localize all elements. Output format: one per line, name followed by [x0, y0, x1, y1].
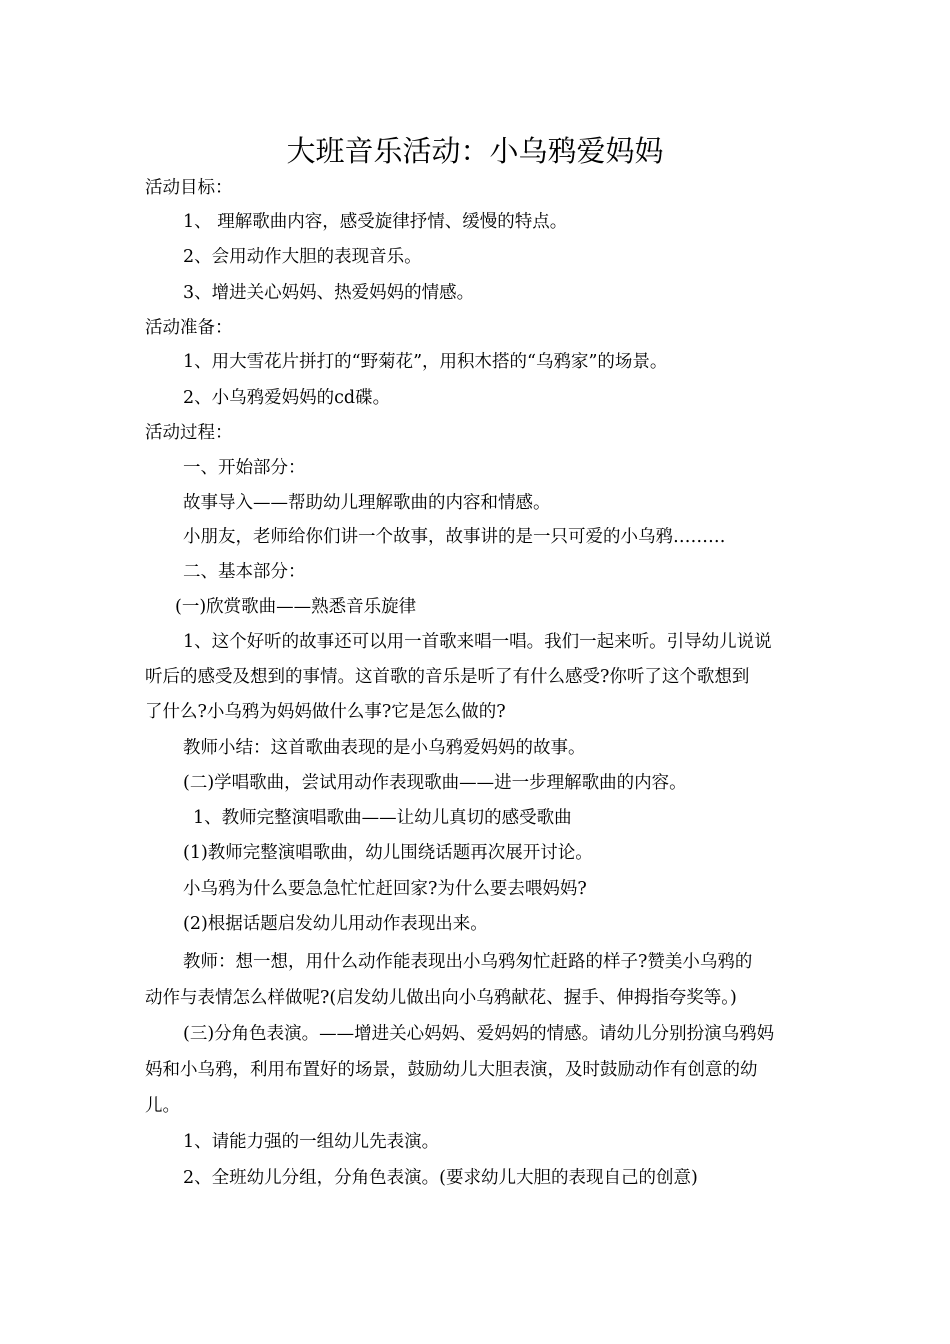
section-heading-preparation: 活动准备： — [145, 318, 233, 338]
paragraph-line: 故事导入——帮助幼儿理解歌曲的内容和情感。 — [183, 493, 551, 513]
section-heading-goals: 活动目标： — [145, 178, 233, 198]
goal-item-3: 3、增进关心妈妈、热爱妈妈的情感。 — [183, 283, 475, 303]
subsection-heading: (一)欣赏歌曲——熟悉音乐旋律 — [175, 597, 417, 617]
paragraph-line: 教师小结：这首歌曲表现的是小乌鸦爱妈妈的故事。 — [183, 738, 586, 758]
paragraph-line: 2、全班幼儿分组，分角色表演。(要求幼儿大胆的表现自己的创意) — [183, 1168, 698, 1188]
paragraph-line: 儿。 — [145, 1096, 180, 1116]
paragraph-line: 小乌鸦为什么要急急忙忙赶回家?为什么要去喂妈妈? — [183, 879, 587, 899]
paragraph-line: 动作与表情怎么样做呢?(启发幼儿做出向小乌鸦献花、握手、伸拇指夸奖等。) — [145, 988, 737, 1008]
paragraph-line: 1、这个好听的故事还可以用一首歌来唱一唱。我们一起来听。引导幼儿说说 — [183, 632, 772, 652]
section-heading-process: 活动过程： — [145, 423, 233, 443]
subsection-heading: (二)学唱歌曲，尝试用动作表现歌曲——进一步理解歌曲的内容。 — [183, 773, 687, 793]
paragraph-line: 妈和小乌鸦，利用布置好的场景，鼓励幼儿大胆表演，及时鼓励动作有创意的幼 — [145, 1060, 758, 1080]
paragraph-line: 教师：想一想，用什么动作能表现出小乌鸦匆忙赶路的样子?赞美小乌鸦的 — [183, 952, 753, 972]
goal-item-1: 1、 理解歌曲内容，感受旋律抒情、缓慢的特点。 — [183, 212, 568, 232]
goal-item-2: 2、会用动作大胆的表现音乐。 — [183, 247, 422, 267]
process-part-1-heading: 一、开始部分： — [183, 458, 306, 478]
paragraph-line: (1)教师完整演唱歌曲，幼儿围绕话题再次展开讨论。 — [183, 843, 593, 863]
paragraph-line: 听后的感受及想到的事情。这首歌的音乐是听了有什么感受?你听了这个歌想到 — [145, 667, 750, 687]
preparation-item-1: 1、用大雪花片拼打的“野菊花”，用积木搭的“乌鸦家”的场景。 — [183, 352, 668, 372]
subsection-heading: (三)分角色表演。——增进关心妈妈、爱妈妈的情感。请幼儿分别扮演乌鸦妈 — [183, 1024, 775, 1044]
paragraph-line: 1、请能力强的一组幼儿先表演。 — [183, 1132, 440, 1152]
document-title: 大班音乐活动：小乌鸦爱妈妈 — [286, 134, 664, 168]
paragraph-line: 了什么?小乌鸦为妈妈做什么事?它是怎么做的? — [145, 702, 506, 722]
paragraph-line: (2)根据话题启发幼儿用动作表现出来。 — [183, 914, 488, 934]
paragraph-line: 1、教师完整演唱歌曲——让幼儿真切的感受歌曲 — [193, 808, 572, 828]
paragraph-line: 小朋友，老师给你们讲一个故事，故事讲的是一只可爱的小乌鸦……… — [183, 527, 726, 547]
preparation-item-2: 2、小乌鸦爱妈妈的cd碟。 — [183, 388, 391, 408]
process-part-2-heading: 二、基本部分： — [183, 562, 306, 582]
